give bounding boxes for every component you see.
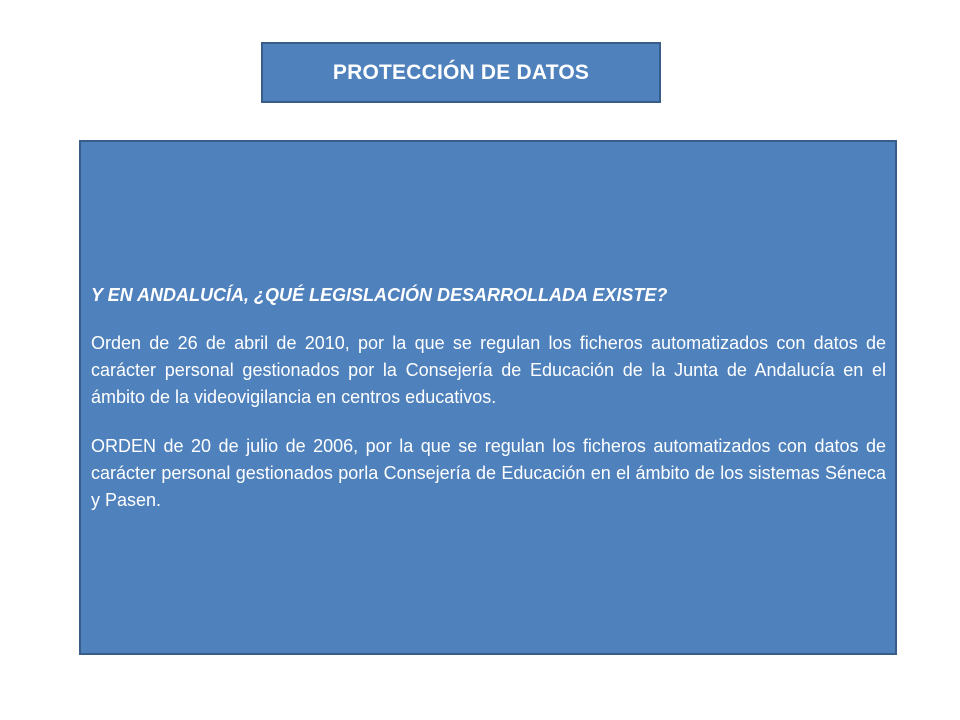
title-box — [261, 42, 661, 103]
question-heading: Y EN ANDALUCÍA, ¿QUÉ LEGISLACIÓN DESARROLLADA EXISTE? — [91, 284, 668, 305]
paragraph-orden-2006: ORDEN de 20 de julio de 2006, por la que se regulan los ficheros automatizados con datos de carácter personal gestionados porla Consejería de Educación en el ámbito de los sistemas Séneca y Pasen. — [91, 435, 886, 510]
slide-title: PROTECCIÓN DE DATOS — [332, 60, 590, 84]
paragraph-orden-2010: Orden de 26 de abril de 2010, por la que se regulan los ficheros automatizados con datos de carácter personal gestionados por la Consejería de Educación de la Junta de Andalucía en el ámbito de la videovigilancia en centros educativos. — [91, 332, 886, 407]
content-box — [79, 140, 897, 655]
